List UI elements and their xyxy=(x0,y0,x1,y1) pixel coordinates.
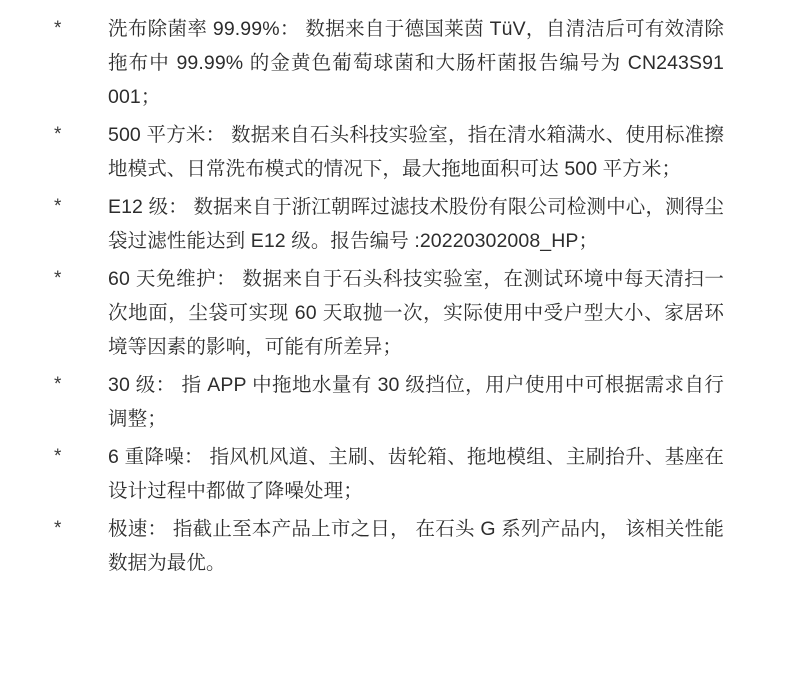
footnote-text: 500 平方米： 数据来自石头科技实验室，指在清水箱满水、使用标准擦地模式、日常洗布模式的情况下，最大拖地面积可达 500 平方米； xyxy=(108,124,724,180)
list-item xyxy=(52,12,724,114)
bullet-marker: * xyxy=(54,268,62,289)
list-item xyxy=(52,190,724,258)
list-item xyxy=(52,368,724,436)
list-item xyxy=(52,440,724,508)
list-item xyxy=(52,118,724,186)
footnote-text: 30 级： 指 APP 中拖地水量有 30 级挡位，用户使用中可根据需求自行调整； xyxy=(108,374,724,430)
bullet-marker: * xyxy=(54,18,62,39)
bullet-marker: * xyxy=(54,196,62,217)
footnote-text: 60 天免维护： 数据来自于石头科技实验室，在测试环境中每天清扫一次地面，尘袋可实现 60 天取抛一次，实际使用中受户型大小、家居环境等因素的影响，可能有所差异； xyxy=(108,268,724,358)
footnote-list xyxy=(52,12,724,580)
footnote-text: 6 重降噪： 指风机风道、主刷、齿轮箱、拖地模组、主刷抬升、基座在设计过程中都做了降噪处理； xyxy=(108,446,724,502)
bullet-marker: * xyxy=(54,124,62,145)
bullet-marker: * xyxy=(54,518,62,539)
footnote-text: 极速： 指截止至本产品上市之日， 在石头 G 系列产品内， 该相关性能数据为最优。 xyxy=(108,518,724,574)
list-item xyxy=(52,512,724,580)
footnote-text: E12 级： 数据来自于浙江朝晖过滤技术股份有限公司检测中心，测得尘袋过滤性能达到 E12 级。报告编号 :20220302008_HP； xyxy=(108,196,724,252)
bullet-marker: * xyxy=(54,374,62,395)
bullet-marker: * xyxy=(54,446,62,467)
list-item xyxy=(52,262,724,364)
footnote-text: 洗布除菌率 99.99%： 数据来自于德国莱茵 TüV，自清洁后可有效清除拖布中 99.99% 的金黄色葡萄球菌和大肠杆菌报告编号为 CN243S91 001； xyxy=(108,18,724,108)
